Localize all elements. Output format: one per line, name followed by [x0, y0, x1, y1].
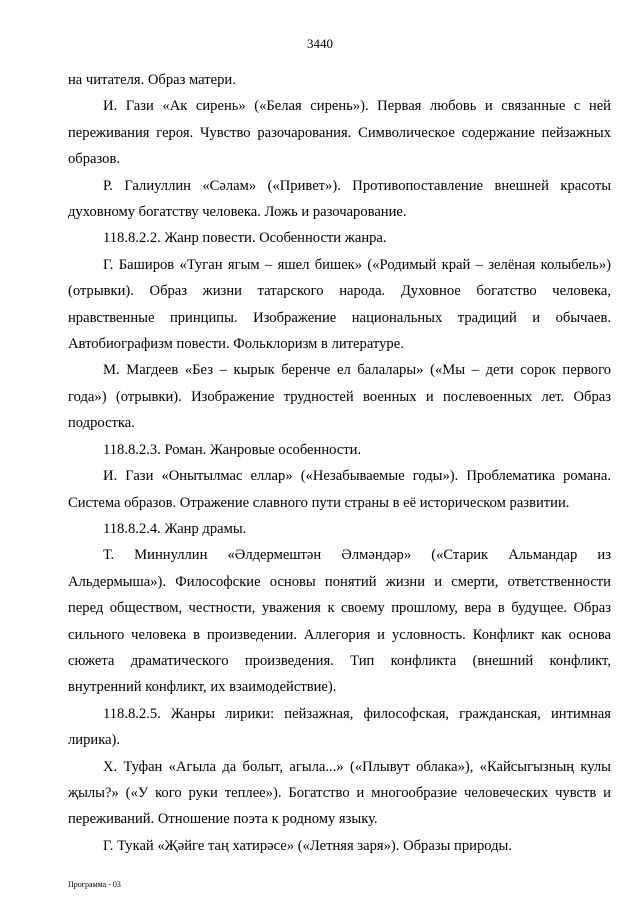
paragraph-gazi-ak-siren: И. Гази «Ак сирень» («Белая сирень»). Первая любовь и связанные с ней переживания героя. Чувство разочарования. Символическое содержание пейзажных образов. [68, 98, 611, 168]
page-number: 3440 [307, 36, 333, 51]
paragraph-bashirov: Г. Баширов «Туган ягым – яшел бишек» («Родимый край – зелёная колыбель») (отрывки). Образ жизни татарского народа. Духовное богатство человека, нравственные принципы. Изображение национальных традиций и обычаев. Автобиографизм повести. Фольклоризм в литературе. [68, 256, 611, 353]
paragraph-galiullin-salam: Р. Галиуллин «Сәлам» («Привет»). Противопоставление внешней красоты духовному богатству человека. Ложь и разочарование. [68, 177, 611, 221]
paragraph-tufan: Х. Туфан «Агыла да болыт, агыла...» («Плывут облака»), «Кайсыгызның кулы җылы?» («У кого руки теплее»). Богатство и многообразие человеческих чувств и переживаний. Отношение поэта к родному языку. [68, 758, 611, 828]
page-footer: Программа - 03 [68, 880, 121, 889]
paragraph-gazi-onytylmas: И. Гази «Онытылмас еллар» («Незабываемые годы»). Проблематика романа. Система образов. Отражение славного пути страны в её историческом развитии. [68, 468, 611, 511]
paragraph-magdeev: М. Магдеев «Без – кырык беренче ел балалары» («Мы – дети сорок первого года») (отрывки). Изображение трудностей военных и послевоенных лет. Образ подростка. [68, 362, 611, 432]
section-heading-drama: 118.8.2.4. Жанр драмы. [103, 520, 247, 537]
section-heading-lirika: 118.8.2.5. Жанры лирики: пейзажная, философская, гражданская, интимная лирика). [68, 705, 611, 749]
paragraph-minnullin: Т. Миннуллин «Әлдермештән Әлмәндәр» («Старик Альмандар из Альдермыша»). Философские основы понятий жизни и смерти, ответственности перед обществом, честности, уважения к своему прошлому, вера в будущее. Образ сильного человека в произведении. Аллегория и условность. Конфликт как основа сюжета драматического произведения. Тип конфликта (внешний конфликт, внутренний конфликт, их взаимодействие). [68, 547, 611, 696]
section-heading-roman: 118.8.2.3. Роман. Жанровые особенности. [103, 441, 362, 458]
paragraph-continuation: на читателя. Образ матери. [68, 72, 236, 88]
paragraph-tukay: Г. Тукай «Җәйге таң хатирәсе» («Летняя заря»). Образы природы. [103, 837, 513, 854]
document-body [68, 67, 611, 859]
section-heading-povest: 118.8.2.2. Жанр повести. Особенности жанра. [103, 230, 387, 247]
